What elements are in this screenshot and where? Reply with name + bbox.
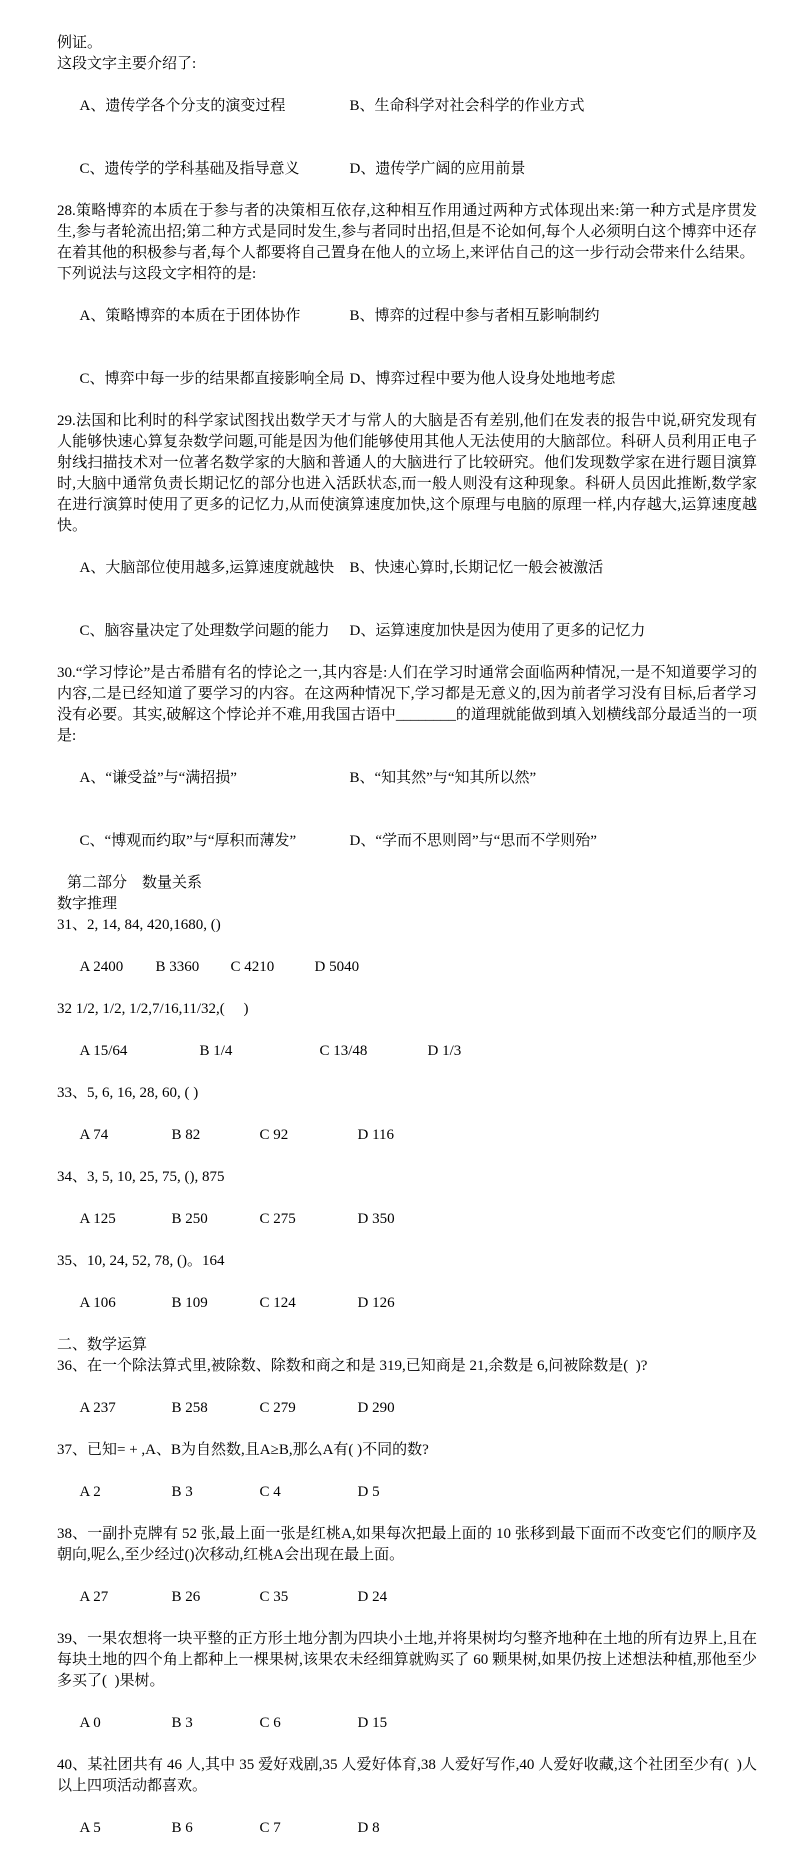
option-c: C 275	[259, 1211, 296, 1227]
question-28-options-cd	[57, 348, 757, 411]
option-b: B 250	[171, 1211, 208, 1227]
option-d: D 8	[357, 1820, 380, 1836]
question-29-options-cd	[57, 600, 757, 663]
question-31-stem: 31、2, 14, 84, 420,1680, ()	[57, 917, 221, 933]
option-c: C 124	[259, 1295, 296, 1311]
option-c: C 4	[259, 1484, 281, 1500]
option-d: D、运算速度加快是因为使用了更多的记忆力	[349, 623, 646, 639]
question-27-options-ab	[57, 75, 757, 138]
paragraph-tail: 例证。	[57, 35, 103, 51]
option-c: C、博弈中每一步的结果都直接影响全局	[79, 371, 345, 387]
question-34-options	[57, 1188, 757, 1251]
question-28-stem: 28.策略博弈的本质在于参与者的决策相互依存,这种相互作用通过两种方式体现出来:第一种方式是序贯发生,参与者轮流出招;第二种方式是同时发生,参与者同时出招,但是不论如何,每个人必须明白这个博弈中还存在着其他的积极参与者,每个人都要将自己置身在他人的立场上,来评估自己的这一步行动会带来什么结果。	[57, 203, 757, 261]
option-b: B 3	[171, 1715, 193, 1731]
question-37-options	[57, 1461, 757, 1524]
question-39-options	[57, 1692, 757, 1755]
option-d: D 1/3	[427, 1043, 462, 1059]
option-d: D 5	[357, 1484, 380, 1500]
question-40-stem: 40、某社团共有 46 人,其中 35 爱好戏剧,35 人爱好体育,38 人爱好写作,40 人爱好收藏,这个社团至少有( )人以上四项活动都喜欢。	[57, 1757, 757, 1794]
option-c: C、“博观而约取”与“厚积而薄发”	[79, 833, 297, 849]
option-d: D 350	[357, 1211, 395, 1227]
option-a: A 74	[79, 1127, 109, 1143]
option-a: A 106	[79, 1295, 116, 1311]
option-b: B、博弈的过程中参与者相互影响制约	[349, 308, 600, 324]
option-a: A、策略博弈的本质在于团体协作	[79, 308, 301, 324]
document-body	[57, 33, 757, 1860]
question-32-options	[57, 1020, 757, 1083]
question-29-options-ab	[57, 537, 757, 600]
question-33-options	[57, 1104, 757, 1167]
question-36-options	[57, 1377, 757, 1440]
option-b: B、“知其然”与“知其所以然”	[349, 770, 537, 786]
option-c: C 35	[259, 1589, 289, 1605]
option-c: C 13/48	[319, 1043, 368, 1059]
section-header-part2: 第二部分 数量关系	[67, 875, 203, 891]
option-c: C 92	[259, 1127, 289, 1143]
question-36-stem: 36、在一个除法算式里,被除数、除数和商之和是 319,已知商是 21,余数是 6,问被除数是( )?	[57, 1358, 648, 1374]
option-d: D 290	[357, 1400, 395, 1416]
option-b: B 1/4	[199, 1043, 233, 1059]
option-a: A、大脑部位使用越多,运算速度就越快	[79, 560, 335, 576]
question-33-stem: 33、5, 6, 16, 28, 60, ( )	[57, 1085, 199, 1101]
option-a: A 2400	[79, 959, 124, 975]
question-35-options	[57, 1272, 757, 1335]
option-d: D、“学而不思则罔”与“思而不学则殆”	[349, 833, 597, 849]
question-39-stem: 39、一果农想将一块平整的正方形土地分割为四块小土地,并将果树均匀整齐地种在土地的所有边界上,且在每块土地的四个角上都种上一棵果树,该果农未经细算就购买了 60 颗果树,如果仍按上述想法种植,那他至少多买了( )果树。	[57, 1631, 757, 1689]
option-a: A 237	[79, 1400, 116, 1416]
option-a: A 27	[79, 1589, 109, 1605]
question-27-options-cd	[57, 138, 757, 201]
option-d: D 126	[357, 1295, 395, 1311]
option-b: B 109	[171, 1295, 208, 1311]
option-d: D 5040	[314, 959, 360, 975]
question-32-stem: 32 1/2, 1/2, 1/2,7/16,11/32,( )	[57, 1001, 249, 1017]
option-c: C 7	[259, 1820, 281, 1836]
option-b: B 3360	[155, 959, 200, 975]
option-b: B 258	[171, 1400, 208, 1416]
option-a: A 2	[79, 1484, 101, 1500]
question-29-stem: 29.法国和比利时的科学家试图找出数学天才与常人的大脑是否有差别,他们在发表的报告中说,研究发现有人能够快速心算复杂数学问题,可能是因为他们能够使用其他人无法使用的大脑部位。科研人员利用正电子射线扫描技术对一位著名数学家的大脑和普通人的大脑进行了比较研究。他们发现数学家在进行题目演算时,大脑中通常负责长期记忆的部分也进入活跃状态,而一般人则没有这种现象。科研人员因此推断,数学家在进行演算时使用了更多的记忆力,从而使演算速度加快,这个原理与电脑的原理一样,内存越大,运算速度越快。	[57, 413, 757, 534]
subsection-number-reasoning: 数字推理	[57, 896, 118, 912]
option-a: A 0	[79, 1715, 101, 1731]
question-30-options-cd	[57, 810, 757, 873]
option-b: B 82	[171, 1127, 201, 1143]
option-c: C 4210	[230, 959, 275, 975]
option-b: B 26	[171, 1589, 201, 1605]
question-30-options-ab	[57, 747, 757, 810]
subsection-math-operations: 二、数学运算	[57, 1337, 148, 1353]
option-b: B、快速心算时,长期记忆一般会被激活	[349, 560, 604, 576]
option-c: C 279	[259, 1400, 296, 1416]
question-38-stem: 38、一副扑克牌有 52 张,最上面一张是红桃A,如果每次把最上面的 10 张移到最下面而不改变它们的顺序及朝向,呢么,至少经过()次移动,红桃A会出现在最上面。	[57, 1526, 757, 1563]
question-28-options-ab	[57, 285, 757, 348]
option-a: A 5	[79, 1820, 101, 1836]
option-c: C、脑容量决定了处理数学问题的能力	[79, 623, 330, 639]
option-d: D、遗传学广阔的应用前景	[349, 161, 526, 177]
question-27-prompt: 这段文字主要介绍了:	[57, 56, 197, 72]
question-38-options	[57, 1566, 757, 1629]
question-34-stem: 34、3, 5, 10, 25, 75, (), 875	[57, 1169, 225, 1185]
option-d: D、博弈过程中要为他人设身处地地考虑	[349, 371, 616, 387]
question-37-stem: 37、已知= + ,A、B为自然数,且A≥B,那么A有( )不同的数?	[57, 1442, 429, 1458]
option-d: D 24	[357, 1589, 388, 1605]
option-b: B 3	[171, 1484, 193, 1500]
question-40-options	[57, 1797, 757, 1860]
question-30-stem: 30.“学习悖论”是古希腊有名的悖论之一,其内容是:人们在学习时通常会面临两种情况,一是不知道要学习的内容,二是已经知道了要学习的内容。在这两种情况下,学习都是无意义的,因为前者学习没有目标,后者学习没有必要。其实,破解这个悖论并不难,用我国古语中________的道理就能做到填入划横线部分最适当的一项是:	[57, 665, 757, 744]
option-a: A 125	[79, 1211, 116, 1227]
option-a: A、遗传学各个分支的演变过程	[79, 98, 286, 114]
option-b: B、生命科学对社会科学的作业方式	[349, 98, 585, 114]
question-31-options	[57, 936, 757, 999]
option-a: A 15/64	[79, 1043, 128, 1059]
option-d: D 116	[357, 1127, 395, 1143]
question-35-stem: 35、10, 24, 52, 78, ()。164	[57, 1253, 225, 1269]
option-d: D 15	[357, 1715, 388, 1731]
question-28-prompt: 下列说法与这段文字相符的是:	[57, 266, 257, 282]
option-a: A、“谦受益”与“满招损”	[79, 770, 237, 786]
option-c: C、遗传学的学科基础及指导意义	[79, 161, 300, 177]
option-c: C 6	[259, 1715, 281, 1731]
option-b: B 6	[171, 1820, 193, 1836]
